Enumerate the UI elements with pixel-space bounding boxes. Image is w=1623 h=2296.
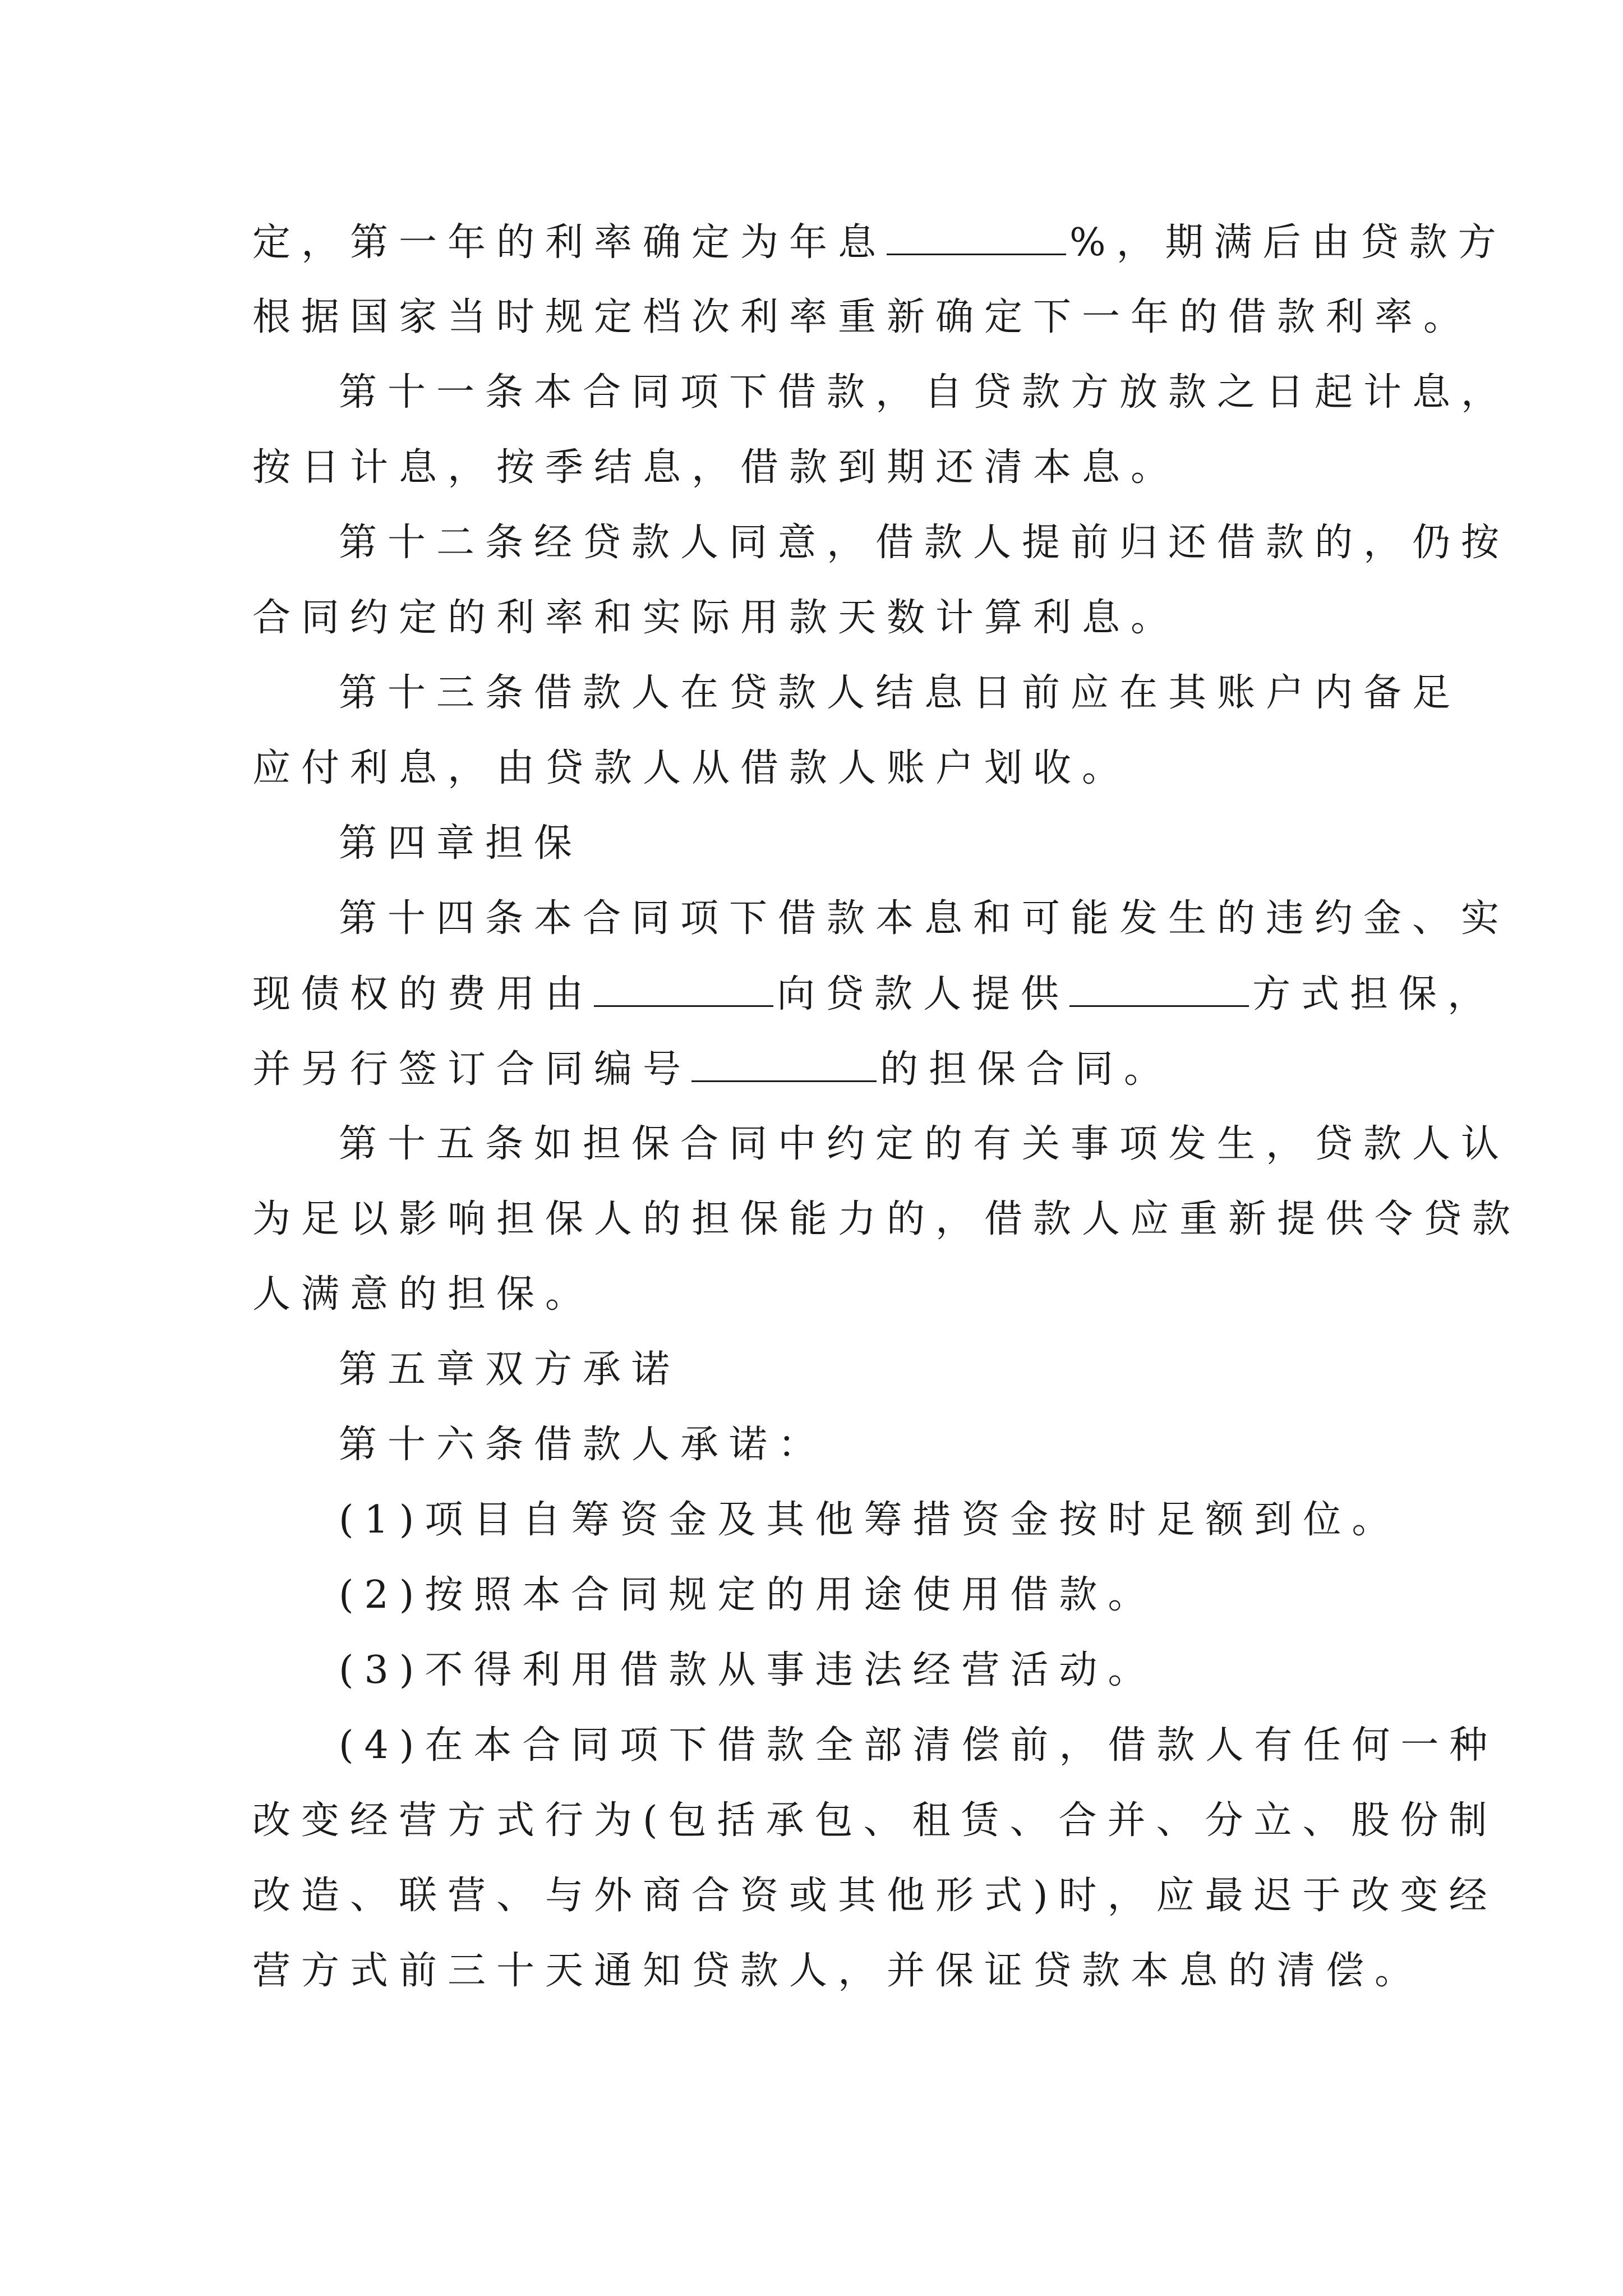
chapter-5-heading: 第五章双方承诺 (339, 1347, 681, 1392)
text-line: 人满意的担保。 (252, 1272, 594, 1317)
text-line-contract-no (252, 1047, 1173, 1092)
text-segment: 并另行签订合同编号 (252, 1047, 692, 1092)
text-segment: 定，第一年的利率确定为年息 (252, 220, 887, 265)
text-segment: 的担保合同。 (880, 1047, 1173, 1092)
text-line-guarantee (252, 972, 1496, 1017)
text-line: 按日计息，按季结息，借款到期还清本息。 (252, 445, 1180, 490)
text-segment: 方式担保， (1252, 972, 1497, 1016)
list-item-3: (3)不得利用借款从事违法经营活动。 (339, 1648, 1157, 1692)
fill-in-blank (594, 972, 773, 1007)
article-13: 第十三条借款人在贷款人结息日前应在其账户内备足 (339, 671, 1461, 715)
text-segment: %，期满后由贷款方 (1069, 220, 1507, 265)
list-item-4: (4)在本合同项下借款全部清偿前，借款人有任何一种 (339, 1723, 1498, 1768)
text-line: 改变经营方式行为(包括承包、租赁、合并、分立、股份制 (252, 1798, 1498, 1843)
article-14: 第十四条本合同项下借款本息和可能发生的违约金、实 (339, 896, 1510, 941)
text-segment: 向贷款人提供 (777, 972, 1070, 1016)
list-item-2: (2)按照本合同规定的用途使用借款。 (339, 1573, 1157, 1617)
chapter-4-heading: 第四章担保 (339, 821, 583, 866)
text-line: 合同约定的利率和实际用款天数计算利息。 (252, 596, 1180, 640)
fill-in-blank (691, 1047, 877, 1082)
text-line: 改造、联营、与外商合资或其他形式)时，应最迟于改变经 (252, 1874, 1498, 1918)
text-line-rate (252, 220, 1507, 265)
article-16: 第十六条借款人承诺： (339, 1423, 827, 1467)
text-line: 根据国家当时规定档次利率重新确定下一年的借款利率。 (252, 295, 1473, 339)
list-item-1: (1)项目自筹资金及其他筹措资金按时足额到位。 (339, 1498, 1401, 1542)
article-11: 第十一条本合同项下借款，自贷款方放款之日起计息， (339, 370, 1510, 415)
text-line: 营方式前三十天通知贷款人，并保证贷款本息的清偿。 (252, 1949, 1424, 1993)
text-line: 应付利息，由贷款人从借款人账户划收。 (252, 746, 1131, 790)
text-line: 为足以影响担保人的担保能力的，借款人应重新提供令贷款 (252, 1197, 1521, 1241)
text-segment: 现债权的费用由 (252, 972, 594, 1016)
article-15: 第十五条如担保合同中约定的有关事项发生，贷款人认 (339, 1122, 1510, 1166)
fill-in-blank (887, 220, 1066, 255)
article-12: 第十二条经贷款人同意，借款人提前归还借款的，仍按 (339, 521, 1510, 565)
fill-in-blank (1069, 972, 1249, 1007)
